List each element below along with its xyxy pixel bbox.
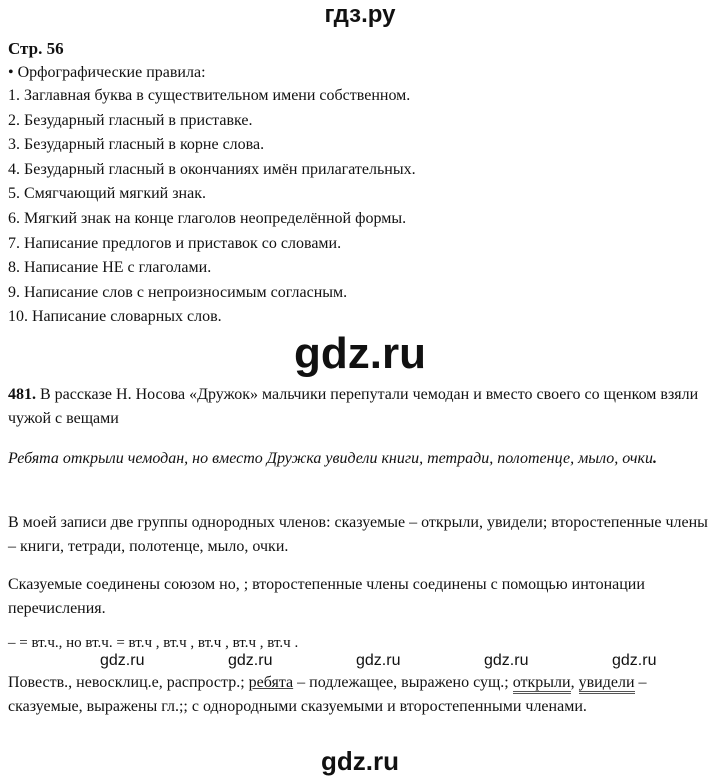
watermark-small: gdz.ru xyxy=(100,652,145,669)
watermark-small: gdz.ru xyxy=(484,652,529,669)
page-reference: Стр. 56 xyxy=(8,39,64,58)
connection-paragraph: Сказуемые соединены союзом но, ; второстепенные члены соединены с помощью интонации перечисления. xyxy=(8,576,645,617)
subject-word: ребята xyxy=(248,674,294,691)
watermark-large: gdz.ru xyxy=(294,329,426,378)
rules-section xyxy=(8,38,712,330)
rule-item: 8. Написание НЕ с глаголами. xyxy=(8,259,212,277)
analysis-part3: – сказуемые, выражены гл.;; с однородными сказуемыми и второстепенными членами. xyxy=(8,674,647,715)
analysis-part2: – подлежащее, выражено сущ.; xyxy=(293,674,513,691)
sentence-scheme: – = вт.ч., но вт.ч. = вт.ч , вт.ч , вт.ч , вт.ч , вт.ч . xyxy=(8,635,299,651)
exercise-text: В рассказе Н. Носова «Дружок» мальчики перепутали чемодан и вместо своего со щенком взяли чужой с вещами xyxy=(8,386,699,427)
rule-item: 6. Мягкий знак на конце глаголов неопределённой формы. xyxy=(8,209,407,227)
analysis-part1: Повеств., невосклиц.е, распростр.; xyxy=(8,674,249,691)
example-text: Ребята открыли чемодан, но вместо Дружка увидели книги, тетради, полотенце, мыло, очки xyxy=(8,450,653,467)
rule-item: 7. Написание предлогов и приставок со словами. xyxy=(8,234,342,252)
predicate-word: открыли xyxy=(513,674,571,694)
rule-item: 3. Безударный гласный в корне слова. xyxy=(8,136,265,154)
example-end: . xyxy=(652,450,657,467)
analysis-comma: , xyxy=(570,674,575,691)
groups-paragraph: В моей записи две группы однородных членов: сказуемые – открыли, увидели; второстепенные члены – книги, тетради, полотенце, мыло, очки. xyxy=(8,514,708,555)
rules-list xyxy=(8,84,712,330)
sentence-analysis xyxy=(8,671,712,719)
watermark-small: gdz.ru xyxy=(612,652,657,669)
exercise-task xyxy=(8,383,708,431)
rule-item: 10. Написание словарных слов. xyxy=(8,308,222,326)
rule-item: 9. Написание слов с непроизносимым согласным. xyxy=(8,283,348,301)
watermark-small: gdz.ru xyxy=(228,652,273,669)
exercise-number: 481. xyxy=(8,386,36,403)
watermark-small: gdz.ru xyxy=(356,652,401,669)
site-logo[interactable]: гдз.ру xyxy=(324,1,396,28)
rule-item: 5. Смягчающий мягкий знак. xyxy=(8,185,206,203)
rules-header: • Орфографические правила: xyxy=(8,64,206,81)
predicate-word: увидели xyxy=(579,674,635,694)
rule-item: 1. Заглавная буква в существительном имени собственном. xyxy=(8,87,411,104)
rule-item: 4. Безударный гласный в окончаниях имён прилагательных. xyxy=(8,160,416,178)
example-sentence xyxy=(8,447,708,471)
rule-item: 2. Безударный гласный в приставке. xyxy=(8,111,253,129)
watermark-bottom: gdz.ru xyxy=(321,746,399,776)
watermark-row xyxy=(0,651,720,671)
